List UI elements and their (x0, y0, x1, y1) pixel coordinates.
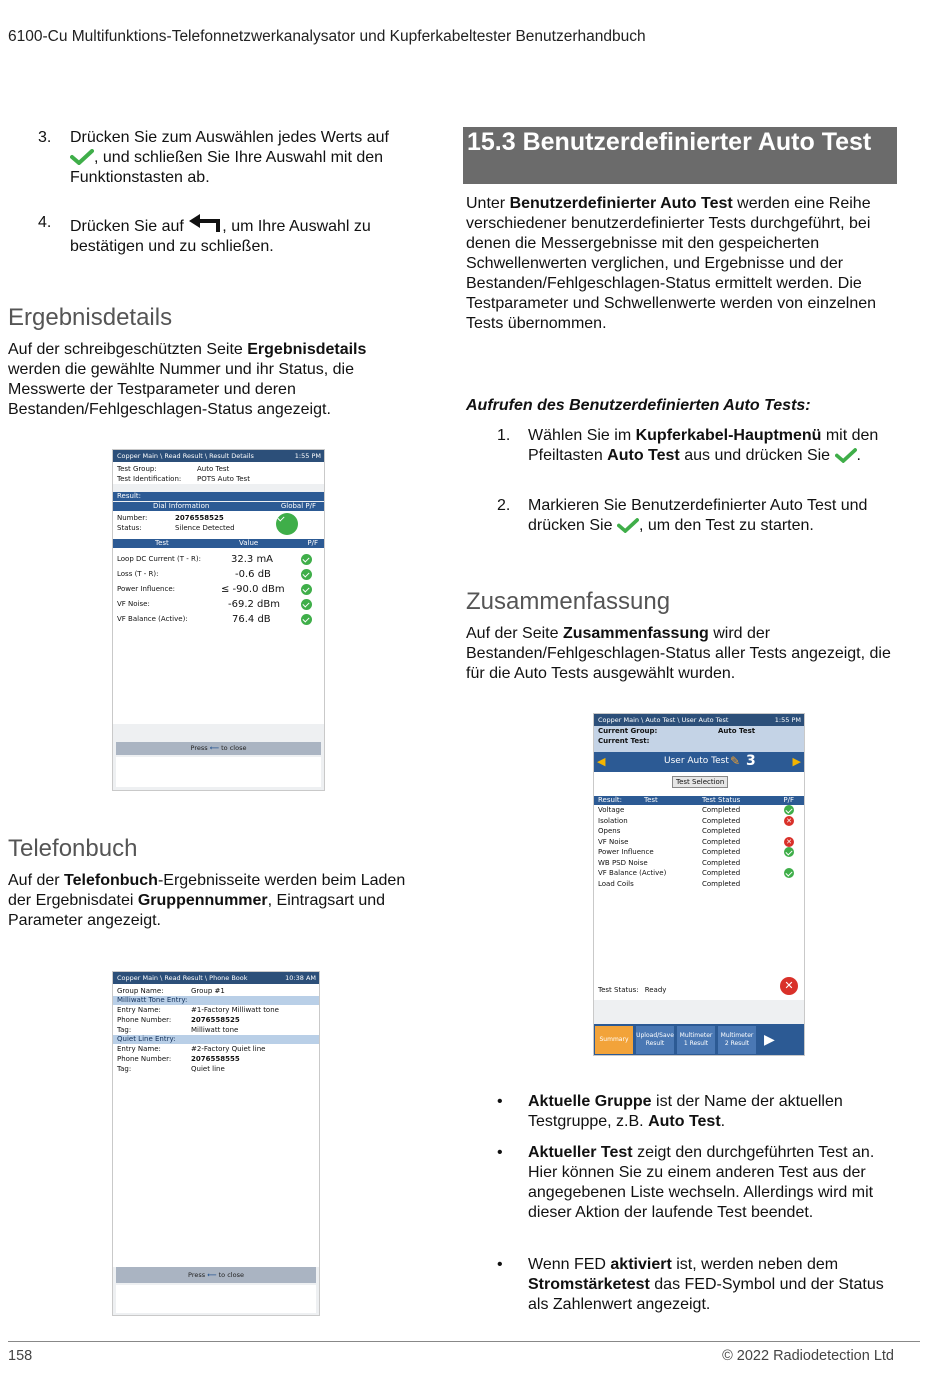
dial-info-header: Dial Information Global P/F (113, 502, 324, 511)
zusammenfassung-text: Auf der Seite Zusammenfassung wird der Bestanden/Fehlgeschlagen-Status aller Tests angezeigt, die für die Auto Tests ausgewählt wurden. (466, 625, 891, 682)
fail-icon: ✕ (784, 816, 794, 826)
title-bar: Copper Main \ Read Result \ Result Details 1:55 PM (113, 450, 324, 462)
bullet-icon: • (497, 1256, 503, 1273)
dial-panel: Number: 2076558525 Status: Silence Detected (113, 511, 324, 539)
right-steps (497, 426, 897, 546)
test-name: WB PSD Noise (598, 858, 648, 867)
table-row (594, 826, 804, 837)
zusammenfassung-heading: Zusammenfassung (466, 588, 671, 615)
test-name: Load Coils (598, 879, 634, 888)
howto-heading: Aufrufen des Benutzerdefinierten Auto Tests: (466, 397, 811, 414)
back-arrow-icon: ⟵ (207, 1271, 217, 1279)
pass-icon (784, 847, 794, 857)
telefonbuch-text: Auf der Telefonbuch-Ergebnisseite werden beim Laden der Ergebnisdatei Gruppennummer, Eintragsart und Parameter angezeigt. (8, 872, 406, 929)
step-2 (497, 496, 897, 538)
telefonbuch-heading: Telefonbuch (8, 835, 138, 862)
close-hint-bar[interactable]: Press ⟵ to close (116, 742, 321, 755)
result-details-screenshot (112, 449, 325, 791)
table-row (594, 879, 804, 890)
section-band: Milliwatt Tone Entry: (113, 996, 319, 1005)
ergebnis-heading: Ergebnisdetails (8, 304, 173, 331)
pass-icon (301, 569, 312, 580)
softkey-upload-save[interactable]: Upload/Save Result (636, 1026, 674, 1054)
ergebnis-text: Auf der schreibgeschützten Seite Ergebnisdetails werden die gewählte Nummer und ihr Status, die Messwerte der Testparameter und deren Bestanden/Fehlgeschlagen-Status angezeigt. (8, 341, 367, 418)
test-status: Completed (702, 827, 741, 835)
softkey-multimeter-2[interactable]: Multimeter 2 Result (718, 1026, 756, 1054)
checkmark-icon (835, 448, 857, 463)
test-selector[interactable]: ◀ User Auto Test ✎ 3 ▶ (594, 752, 804, 772)
test-name: VF Noise (598, 837, 629, 846)
table-row (594, 858, 804, 869)
test-name: VF Balance (Active) (598, 869, 667, 877)
pass-icon (784, 805, 794, 815)
table-row (594, 837, 804, 848)
left-steps (38, 128, 428, 258)
left-arrow-icon[interactable]: ◀ (597, 755, 606, 768)
user-auto-test-screenshot (593, 713, 805, 1056)
next-page-icon[interactable]: ▶ (764, 1032, 775, 1048)
title-bar: Copper Main \ Auto Test \ User Auto Test 1:55 PM (594, 714, 804, 726)
table-row (594, 816, 804, 827)
step-text: Wählen Sie im Kupferkabel-Hauptmenü mit den Pfeiltasten Auto Test aus und drücken Sie . (528, 427, 879, 464)
table-row: VF Balance (Active): 76.4 dB (113, 612, 324, 627)
pass-icon (784, 868, 794, 878)
test-status: Completed (702, 806, 741, 814)
test-selection-button[interactable]: Test Selection (672, 776, 728, 788)
list-item: • Wenn FED aktiviert ist, werden neben dem Stromstärketest das FED-Symbol und der Status als Zahlenwert angezeigt. (497, 1256, 884, 1313)
phonebook-panel: Group Name: Group #1 Milliwatt Tone Entry: Entry Name: #1-Factory Milliwatt tone Phone Number: 2076558525 Tag: Milliwatt tone Quiet Line Entry: Entry Name: #2-Factory Quiet line Phone Number: 2076558555 Tag: Quiet line (113, 984, 319, 1267)
page-number: 158 (8, 1348, 33, 1364)
right-arrow-icon[interactable]: ▶ (792, 755, 801, 768)
back-arrow-icon: ⟵ (209, 744, 220, 752)
phone-book-screenshot (112, 971, 320, 1316)
step-text: Drücken Sie zum Auswählen jedes Werts auf , und schließen Sie Ihre Auswahl mit den Funktionstasten ab. (70, 129, 389, 186)
list-item: • Aktuelle Gruppe ist der Name der aktuellen Testgruppe, z.B. Auto Test. (497, 1093, 843, 1130)
pencil-icon: ✎ (730, 754, 741, 768)
pass-icon (301, 599, 312, 610)
test-status: Completed (702, 816, 741, 825)
table-row: VF Noise: -69.2 dBm (113, 597, 324, 612)
bullet-icon: • (497, 1093, 503, 1110)
title-bar: Copper Main \ Read Result \ Phone Book 10:38 AM (113, 972, 319, 984)
current-info: Current Group: Auto Test Current Test: (594, 726, 804, 752)
table-row: Loss (T - R): -0.6 dB (113, 567, 324, 582)
bullet-list (497, 1092, 897, 1317)
test-status: Completed (702, 837, 741, 846)
softkey-bar (594, 1024, 805, 1056)
table-row (594, 805, 804, 816)
pass-icon (301, 614, 312, 625)
back-arrow-icon (188, 213, 222, 233)
result-band: Result: (113, 492, 324, 501)
step-4 (38, 207, 428, 253)
table-header: Test Value P/F (113, 539, 324, 548)
section-band: Quiet Line Entry: (113, 1035, 319, 1044)
step-1 (497, 426, 897, 488)
close-hint-bar[interactable]: Press ⟵ to close (116, 1267, 316, 1283)
step-number: 3. (38, 129, 52, 146)
results-list: Voltage Completed Isolation Completed ✕ Opens Completed VF Noise Completed ✕ Power Influence Completed WB PSD Noise Completed VF Balance (Active) Completed Load Coils Completed Test Status: Ready ✕ (594, 805, 804, 1000)
step-number: 2. (497, 497, 511, 514)
checkmark-icon (70, 149, 94, 165)
results-header: Result: Test Test Status P/F (594, 796, 804, 805)
test-name: Voltage (598, 806, 625, 814)
copyright: © 2022 Radiodetection Ltd (722, 1348, 894, 1364)
list-item: • Aktueller Test zeigt den durchgeführten Test an. Hier können Sie zu einem anderen Test aus der angegebenen Liste wechseln. Allerdings wird mit dieser Aktion der laufende Test beendet. (497, 1144, 875, 1221)
step-number: 1. (497, 427, 511, 444)
softkey-multimeter-1[interactable]: Multimeter 1 Result (677, 1026, 715, 1054)
step-number: 4. (38, 214, 52, 231)
section-title: 15.3 Benutzerdefinierter Auto Test (463, 127, 897, 184)
test-status: Completed (702, 858, 741, 867)
softkey-summary[interactable]: Summary (595, 1026, 633, 1054)
intro-text: Unter Benutzerdefinierter Auto Test werden eine Reihe verschiedener benutzerdefinierter Tests durchgeführt, bei denen die Messergebnisse mit den gespeicherten Schwellenwerten verglichen, und Ergebnisse und der Bestanden/Fehlgeschlagen-Status ermittelt werden. Die Testparameter und Schwellenwerte werden von einzelnen Tests übernommen. (466, 195, 877, 332)
pass-icon (301, 554, 312, 565)
test-status: Completed (702, 879, 741, 888)
table-row: Power Influence: ≤ -90.0 dBm (113, 582, 324, 597)
table-row: Loop DC Current (T - R): 32.3 mA (113, 552, 324, 567)
global-pass-icon (276, 513, 298, 535)
results-table (113, 548, 324, 724)
checkmark-icon (617, 518, 639, 533)
pass-icon (301, 584, 312, 595)
fail-icon: ✕ (784, 837, 794, 847)
test-name: Power Influence (598, 848, 654, 856)
stop-icon[interactable]: ✕ (780, 977, 798, 995)
bullet-icon: • (497, 1144, 503, 1161)
step-text: Drücken Sie auf , um Ihre Auswahl zu bestätigen und zu schließen. (70, 213, 425, 257)
table-row (594, 868, 804, 879)
footer-divider (8, 1341, 920, 1342)
info-panel: Test Group: Auto Test Test Identification: POTS Auto Test (113, 462, 324, 484)
step-text: Markieren Sie Benutzerdefinierter Auto Test und drücken Sie , um den Test zu starten. (528, 497, 868, 534)
page-header: 6100-Cu Multifunktions-Telefonnetzwerkanalysator und Kupferkabeltester Benutzerhandbuch (8, 28, 646, 45)
test-status: Completed (702, 848, 741, 856)
step-3 (38, 128, 428, 194)
table-row (594, 847, 804, 858)
test-status: Completed (702, 869, 741, 877)
test-name: Opens (598, 827, 621, 835)
test-name: Isolation (598, 816, 628, 825)
